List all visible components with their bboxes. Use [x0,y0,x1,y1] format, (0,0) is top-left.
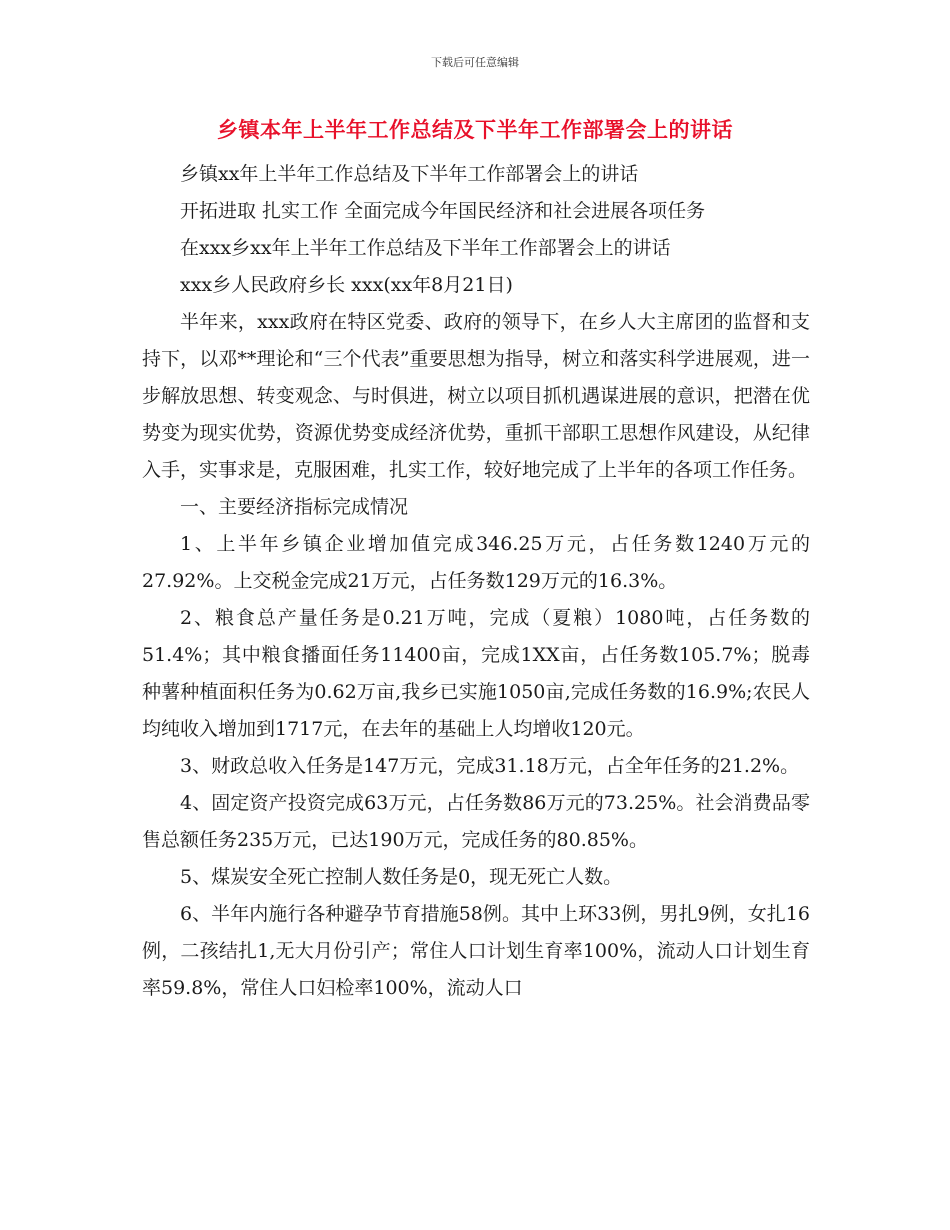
subtitle-line: 乡镇xx年上半年工作总结及下半年工作部署会上的讲话 [180,163,639,185]
section-heading: 一、主要经济指标完成情况 [180,496,409,518]
document-body [142,156,810,1007]
document-title: 乡镇本年上半年工作总结及下半年工作部署会上的讲话 [217,118,733,142]
item-paragraph-1: 1、上半年乡镇企业增加值完成346.25万元，占任务数1240万元的27.92%。上交税金完成21万元，占任务数129万元的16.3%。 [142,533,810,592]
item-paragraph-2: 2、粮食总产量任务是0.21万吨，完成（夏粮）1080吨，占任务数的51.4%；其中粮食播面任务11400亩，完成1XX亩，占任务数105.7%；脱毒种薯种植面积任务为0.62万亩,我乡已实施1050亩,完成任务数的16.9%;农民人均纯收入增加到1717元，在去年的基础上人均增收120元。 [142,607,810,740]
occasion-line: 在xxx乡xx年上半年工作总结及下半年工作部署会上的讲话 [180,237,671,259]
item-paragraph-6: 6、半年内施行各种避孕节育措施58例。其中上环33例，男扎9例，女扎16例，二孩结扎1,无大月份引产；常住人口计划生育率100%，流动人口计划生育率59.8%，常住人口妇检率100%，流动人口 [142,903,810,999]
speaker-line: xxx乡人民政府乡长 xxx(xx年8月21日) [180,274,513,296]
item-paragraph-5: 5、煤炭安全死亡控制人数任务是0，现无死亡人数。 [180,866,623,888]
slogan-line: 开拓进取 扎实工作 全面完成今年国民经济和社会进展各项任务 [180,200,706,222]
header-note: 下载后可任意编辑 [431,56,519,69]
item-paragraph-3: 3、财政总收入任务是147万元，完成31.18万元，占全年任务的21.2%。 [180,755,800,777]
intro-paragraph: 半年来，xxx政府在特区党委、政府的领导下，在乡人大主席团的监督和支持下，以邓**理论和“三个代表”重要思想为指导，树立和落实科学进展观，进一步解放思想、转变观念、与时俱进，树立以项目抓机遇谋进展的意识，把潜在优势变为现实优势，资源优势变成经济优势，重抓干部职工思想作风建设，从纪律入手，实事求是，克服困难，扎实工作，较好地完成了上半年的各项工作任务。 [142,311,810,481]
item-paragraph-4: 4、固定资产投资完成63万元，占任务数86万元的73.25%。社会消费品零售总额任务235万元，已达190万元，完成任务的80.85%。 [142,792,810,851]
